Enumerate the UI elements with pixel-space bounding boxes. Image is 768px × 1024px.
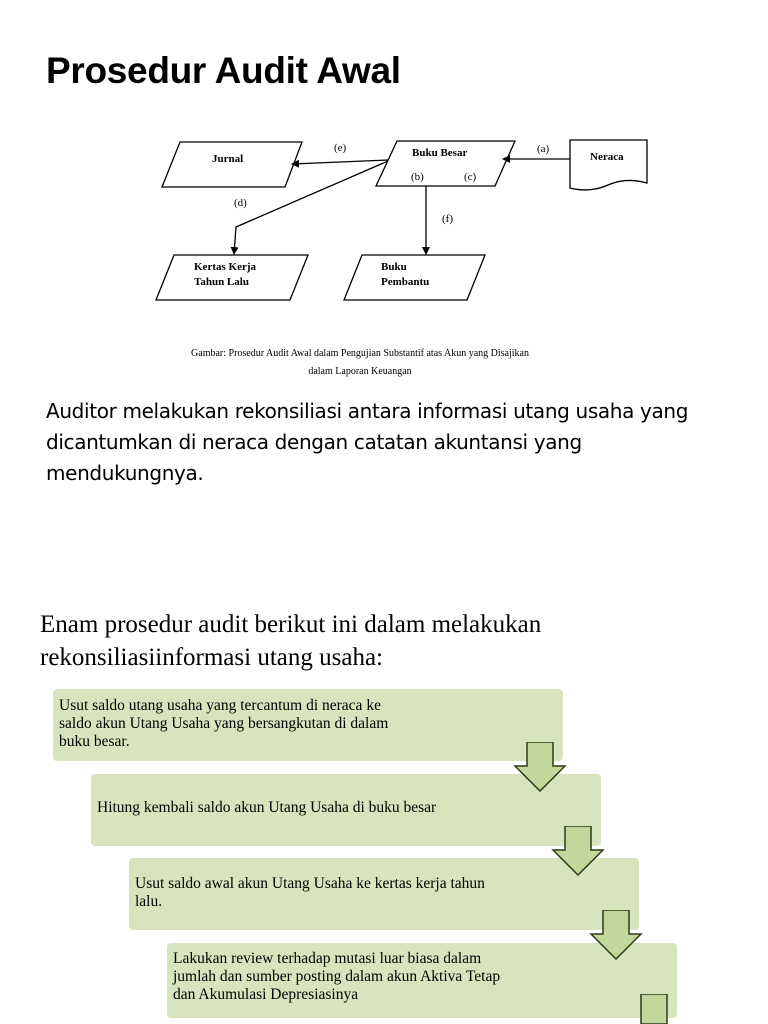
- step-text-2: Hitung kembali saldo akun Utang Usaha di buku besar: [97, 799, 437, 816]
- edge-label-d: (d): [234, 197, 247, 209]
- kertas-kerja-label-line1: Kertas Kerja: [194, 261, 256, 273]
- down-arrow-icon: [513, 742, 567, 792]
- buku-pembantu-label-line2: Pembantu: [381, 276, 430, 288]
- edge-label-e: (e): [334, 142, 347, 154]
- body-paragraph: Auditor melakukan rekonsiliasi antara informasi utang usaha yang dicantumkan di neraca dengan catatan akuntansi yang mendukungnya.: [46, 399, 689, 485]
- audit-flow-diagram: [150, 130, 660, 315]
- jurnal-label: Jurnal: [212, 153, 244, 165]
- edge-label-c: (c): [464, 171, 477, 183]
- edge-e: [292, 160, 388, 164]
- edge-label-a: (a): [537, 143, 550, 155]
- down-arrow-icon: [551, 826, 605, 876]
- down-arrow-icon: [589, 910, 643, 960]
- edge-label-f: (f): [442, 213, 453, 225]
- edge-label-b: (b): [411, 171, 424, 183]
- step-text-3: Usut saldo awal akun Utang Usaha ke kertas kerja tahun lalu.: [135, 875, 485, 910]
- slide-title: Prosedur Audit Awal: [46, 50, 401, 91]
- caption-line-1: Gambar: Prosedur Audit Awal dalam Pengujian Substantif atas Akun yang Disajikan: [191, 348, 529, 359]
- buku-besar-label: Buku Besar: [412, 147, 468, 159]
- step-box-1: [53, 689, 563, 761]
- step-text-4: Lakukan review terhadap mutasi luar biasa dalam jumlah dan sumber posting dalam akun Aktiva Tetap dan Akumulasi Depresiasinya: [173, 950, 501, 1003]
- kertas-kerja-label-line2: Tahun Lalu: [194, 276, 249, 288]
- diagram-caption: [150, 345, 570, 381]
- neraca-label: Neraca: [590, 151, 624, 163]
- caption-line-2: dalam Laporan Keuangan: [308, 366, 412, 377]
- steps-intro: Enam prosedur audit berikut ini dalam melakukan rekonsiliasiinformasi utang usaha:: [40, 611, 542, 671]
- step-text-1: Usut saldo utang usaha yang tercantum di neraca ke saldo akun Utang Usaha yang bersangkutan di dalam buku besar.: [59, 697, 389, 750]
- down-arrow-icon: [627, 994, 681, 1024]
- buku-pembantu-label-line1: Buku: [381, 261, 407, 273]
- neraca-node: [570, 140, 647, 190]
